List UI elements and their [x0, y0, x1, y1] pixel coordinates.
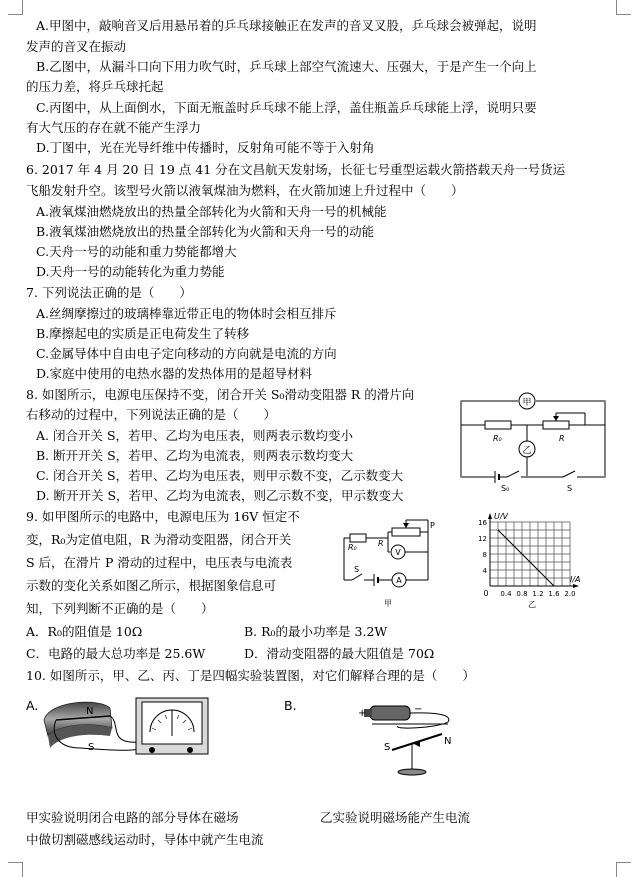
q8-label-r: R [559, 434, 565, 443]
q5-option-b: B.乙图中，从漏斗口向下用力吹气时，乒乓球上部空气流速大、压强大，于是产生一个向上 [36, 59, 537, 74]
q10-fig-b-plus: + [358, 708, 367, 719]
q8-option-c: C. 闭合开关 S，若甲、乙均为电压表，则甲示数不变，乙示数变大 [36, 468, 404, 483]
q9-caption-yi: 乙 [528, 600, 536, 609]
q9-x-tick-label: 0.4 [500, 590, 512, 598]
q9-caption-jia: 甲 [384, 599, 392, 608]
q8-meter-yi: 乙 [522, 446, 532, 456]
q9-stem-1: 9. 如甲图所示的电路中，电源电压为 16V 恒定不 [26, 509, 300, 524]
q9-y-tick-label: 4 [482, 567, 487, 575]
q9-graph-data-line [498, 530, 554, 586]
q9-x-tick-label: 0.8 [516, 590, 528, 598]
q10-option-a-letter: A. [26, 698, 39, 713]
q7-option-b: B.摩擦起电的实质是正电荷发生了转移 [36, 326, 250, 341]
q10-figure-b [352, 700, 492, 780]
q6-option-a: A.液氧煤油燃烧放出的热量全部转化为火箭和天舟一号的机械能 [36, 204, 387, 219]
q5-option-d: D.丁图中，光在光导纤维中传播时，反射角可能不等于入射角 [36, 140, 375, 155]
q9-label-s: S [354, 565, 360, 574]
q9-option-d: D．滑动变阻器的最大阻值是 70Ω [244, 646, 435, 661]
crop-mark-bottom-right [616, 862, 631, 877]
q7-stem: 7. 下列说法正确的是（ ） [26, 285, 192, 300]
q8-meter-jia: 甲 [522, 398, 532, 408]
q10-figure-a [40, 692, 230, 772]
q9-stem-5: 知，下列判断不正确的是（ ） [26, 601, 214, 616]
q9-option-a: A．R₀的阻值是 10Ω [26, 624, 143, 639]
q8-label-r0: R₀ [493, 434, 502, 443]
q6-option-d: D.天舟一号的动能转化为重力势能 [36, 264, 225, 279]
q8-circuit-diagram [455, 385, 613, 493]
q10-fig-a-label-s: S [88, 742, 95, 753]
q8-option-d: D. 断开开关 S，若甲、乙均为电流表，则乙示数不变，甲示数变大 [36, 488, 404, 503]
q5-option-a-cont: 发声的音叉在振动 [26, 39, 127, 54]
q9-stem-4: 示数的变化关系如图乙所示，根据图象信息可 [26, 578, 277, 593]
q9-label-r0: R₀ [348, 543, 357, 552]
q9-x-tick-label: 2.0 [564, 590, 576, 598]
q9-x-tick-label: 1.2 [532, 590, 544, 598]
q9-graph [470, 508, 588, 610]
q9-voltmeter: V [395, 548, 401, 557]
q9-y-tick-label: 12 [478, 535, 487, 543]
q9-x-tick-label: 1.6 [548, 590, 560, 598]
q6-option-b: B.液氧煤油燃烧放出的热量全部转化为火箭和天舟一号的动能 [36, 224, 375, 239]
q9-stem-2: 变，R₀为定值电阻，R 为滑动变阻器，闭合开关 [26, 532, 292, 547]
crop-mark-bottom-left [8, 862, 23, 877]
q9-y-tick-label: 16 [478, 519, 487, 527]
q10-fig-b-label-s: S [384, 742, 391, 753]
q9-y-tick-label: 8 [482, 551, 487, 559]
q5-option-c: C.丙图中，从上面倒水，下面无瓶盖时乒乓球不能上浮，盖住瓶盖乒乓球能上浮，说明只要 [36, 100, 537, 115]
q10-answer-a-line1: 甲实验说明闭合电路的部分导体在磁场 [26, 810, 239, 825]
q10-fig-b-label-n: N [444, 736, 452, 747]
q9-label-r: R [378, 539, 384, 548]
q10-option-b-letter: B. [284, 698, 297, 713]
q5-option-c-cont: 有大气压的存在就不能产生浮力 [26, 120, 202, 135]
q9-graph-origin: 0 [483, 589, 489, 598]
q5-option-b-cont: 的压力差，将乒乓球托起 [26, 79, 164, 94]
q7-option-a: A.丝绸摩擦过的玻璃棒靠近带正电的物体时会相互排斥 [36, 306, 337, 321]
q6-stem-cont: 飞船发射升空。该型号火箭以液氧煤油为燃料，在火箭加速上升过程中（ ） [26, 183, 464, 198]
q8-label-s0: S₀ [501, 484, 510, 493]
q5-option-a: A.甲图中，敲响音叉后用悬吊着的乒乓球接触正在发声的音叉叉股，乒乓球会被弹起，说明 [36, 18, 537, 33]
q9-label-p: P [430, 521, 435, 530]
q10-fig-a-label-n: N [86, 706, 94, 717]
crop-mark-top-left [8, 0, 23, 15]
q9-option-b: B. R₀的最小功率是 3.2W [244, 624, 388, 639]
q9-graph-ylabel: U/V [494, 512, 509, 521]
q9-ammeter: A [396, 576, 402, 585]
q7-option-c: C.金属导体中自由电子定向移动的方向就是电流的方向 [36, 346, 337, 361]
q10-answer-a-line2: 中做切割磁感线运动时，导体中就产生电流 [26, 832, 264, 847]
q8-option-b: B. 断开开关 S，若甲、乙均为电流表，则两表示数均变大 [36, 448, 354, 463]
q6-stem: 6. 2017 年 4 月 20 日 19 点 41 分在文昌航天发射场，长征七号重型运载火箭搭载天舟一号货运 [26, 162, 566, 177]
crop-mark-top-right [616, 0, 631, 15]
q9-option-c: C．电路的最大总功率是 25.6W [26, 646, 206, 661]
q8-stem: 8. 如图所示，电源电压保持不变，闭合开关 S₀滑动变阻器 R 的滑片向 [26, 387, 415, 402]
q10-stem: 10. 如图所示，甲、乙、丙、丁是四幅实验装置图，对它们解释合理的是（ ） [26, 668, 475, 683]
q9-circuit-diagram [338, 518, 438, 610]
q9-stem-3: S 后，在滑片 P 滑动的过程中，电压表与电流表 [26, 555, 293, 570]
q9-graph-xlabel: I/A [570, 575, 581, 584]
q10-answer-b: 乙实验说明磁场能产生电流 [320, 810, 471, 825]
q7-option-d: D.家庭中使用的电热水器的发热体用的是超导材料 [36, 366, 313, 381]
q8-option-a: A. 闭合开关 S，若甲、乙均为电压表，则两表示数均变小 [36, 428, 354, 443]
q6-option-c: C.天舟一号的动能和重力势能都增大 [36, 244, 237, 259]
q10-fig-b-minus: − [414, 704, 423, 715]
q8-label-s: S [567, 484, 573, 493]
q8-stem-cont: 右移动的过程中，下列说法正确的是（ ） [26, 407, 277, 422]
